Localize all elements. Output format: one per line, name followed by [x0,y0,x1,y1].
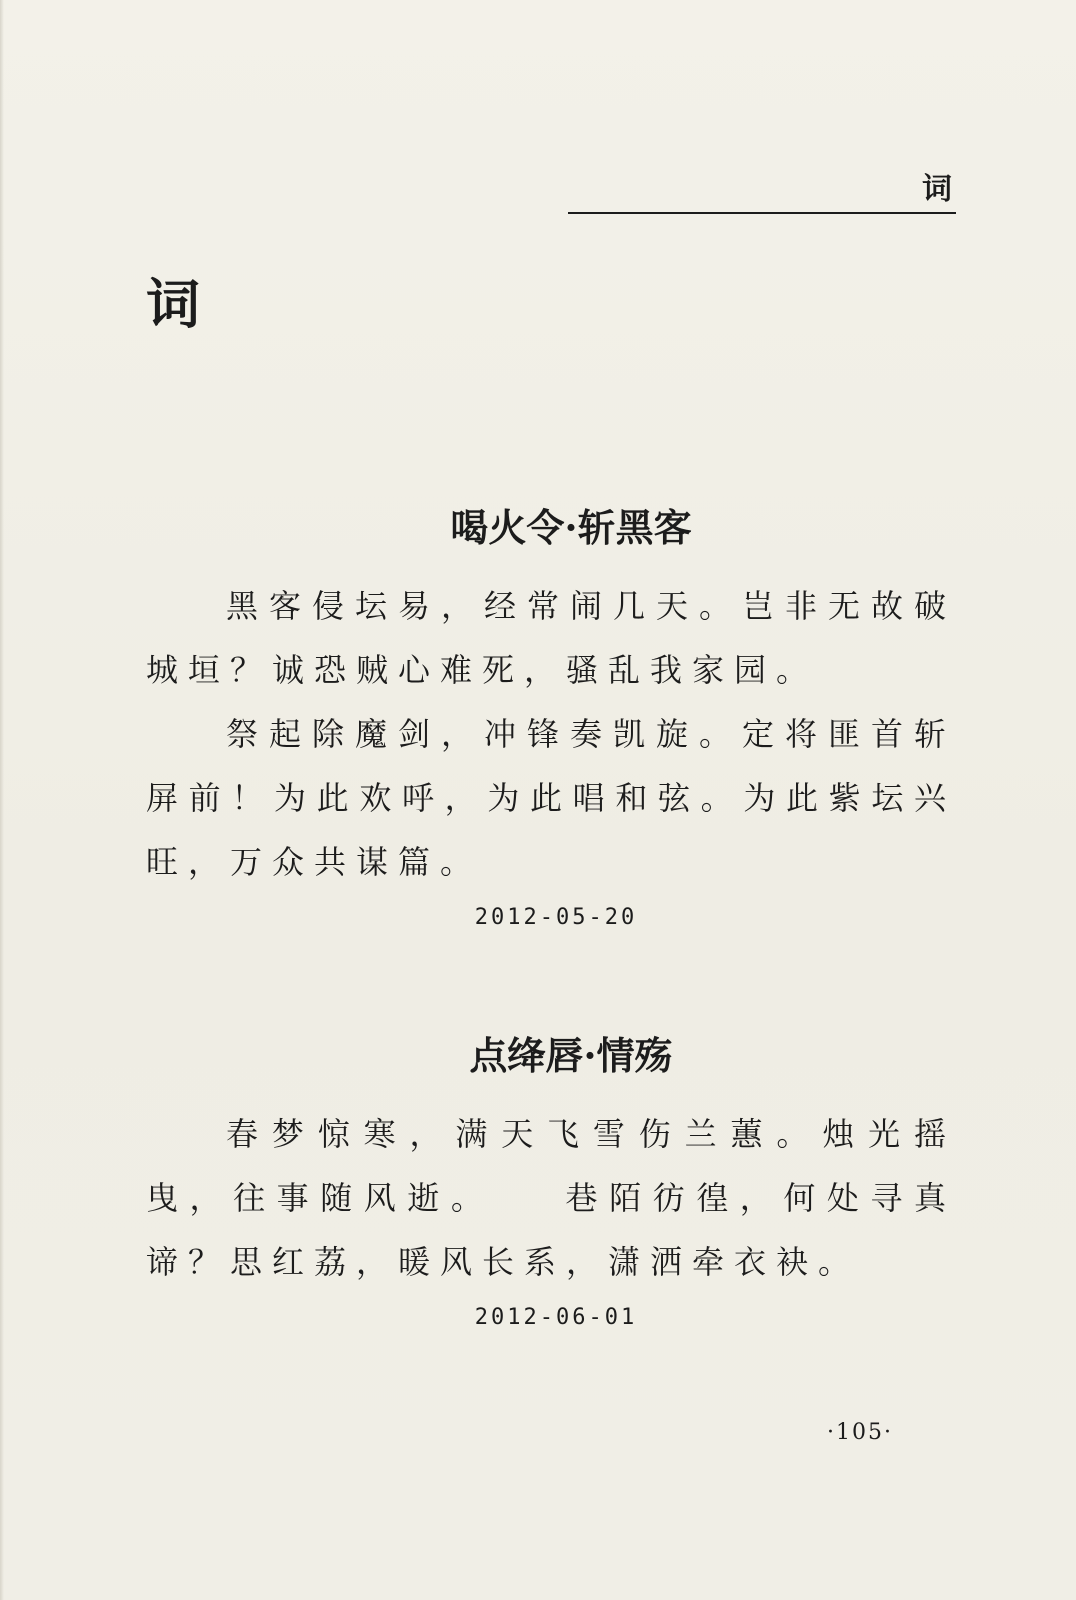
running-header [568,168,956,214]
poem-title: 点绛唇·情殇 [469,1033,673,1078]
page-number: ·105· [827,1420,893,1445]
poem-stanza: 祭起除魔剑，冲锋奏凯旋。定将匪首斩屏前！为此欢呼，为此唱和弦。为此紫坛兴旺，万众共谋篇。 [146,715,956,881]
poem-stanza: 黑客侵坛易，经常闹几天。岂非无故破城垣？诚恐贼心难死，骚乱我家园。 [146,587,956,689]
poem [146,500,956,936]
poem [146,1028,956,1336]
section-title: 词 [146,272,200,336]
running-header-text: 词 [922,172,952,207]
poem-date: 2012-06-01 [474,1305,638,1330]
poem-date: 2012-05-20 [474,905,638,930]
poem-stanza: 春梦惊寒，满天飞雪伤兰蕙。烛光摇曳，往事随风逝。 巷陌彷徨，何处寻真谛？思红荔，暖风长系，潇洒牵衣袂。 [146,1115,956,1281]
poem-title: 喝火令·斩黑客 [450,505,692,550]
